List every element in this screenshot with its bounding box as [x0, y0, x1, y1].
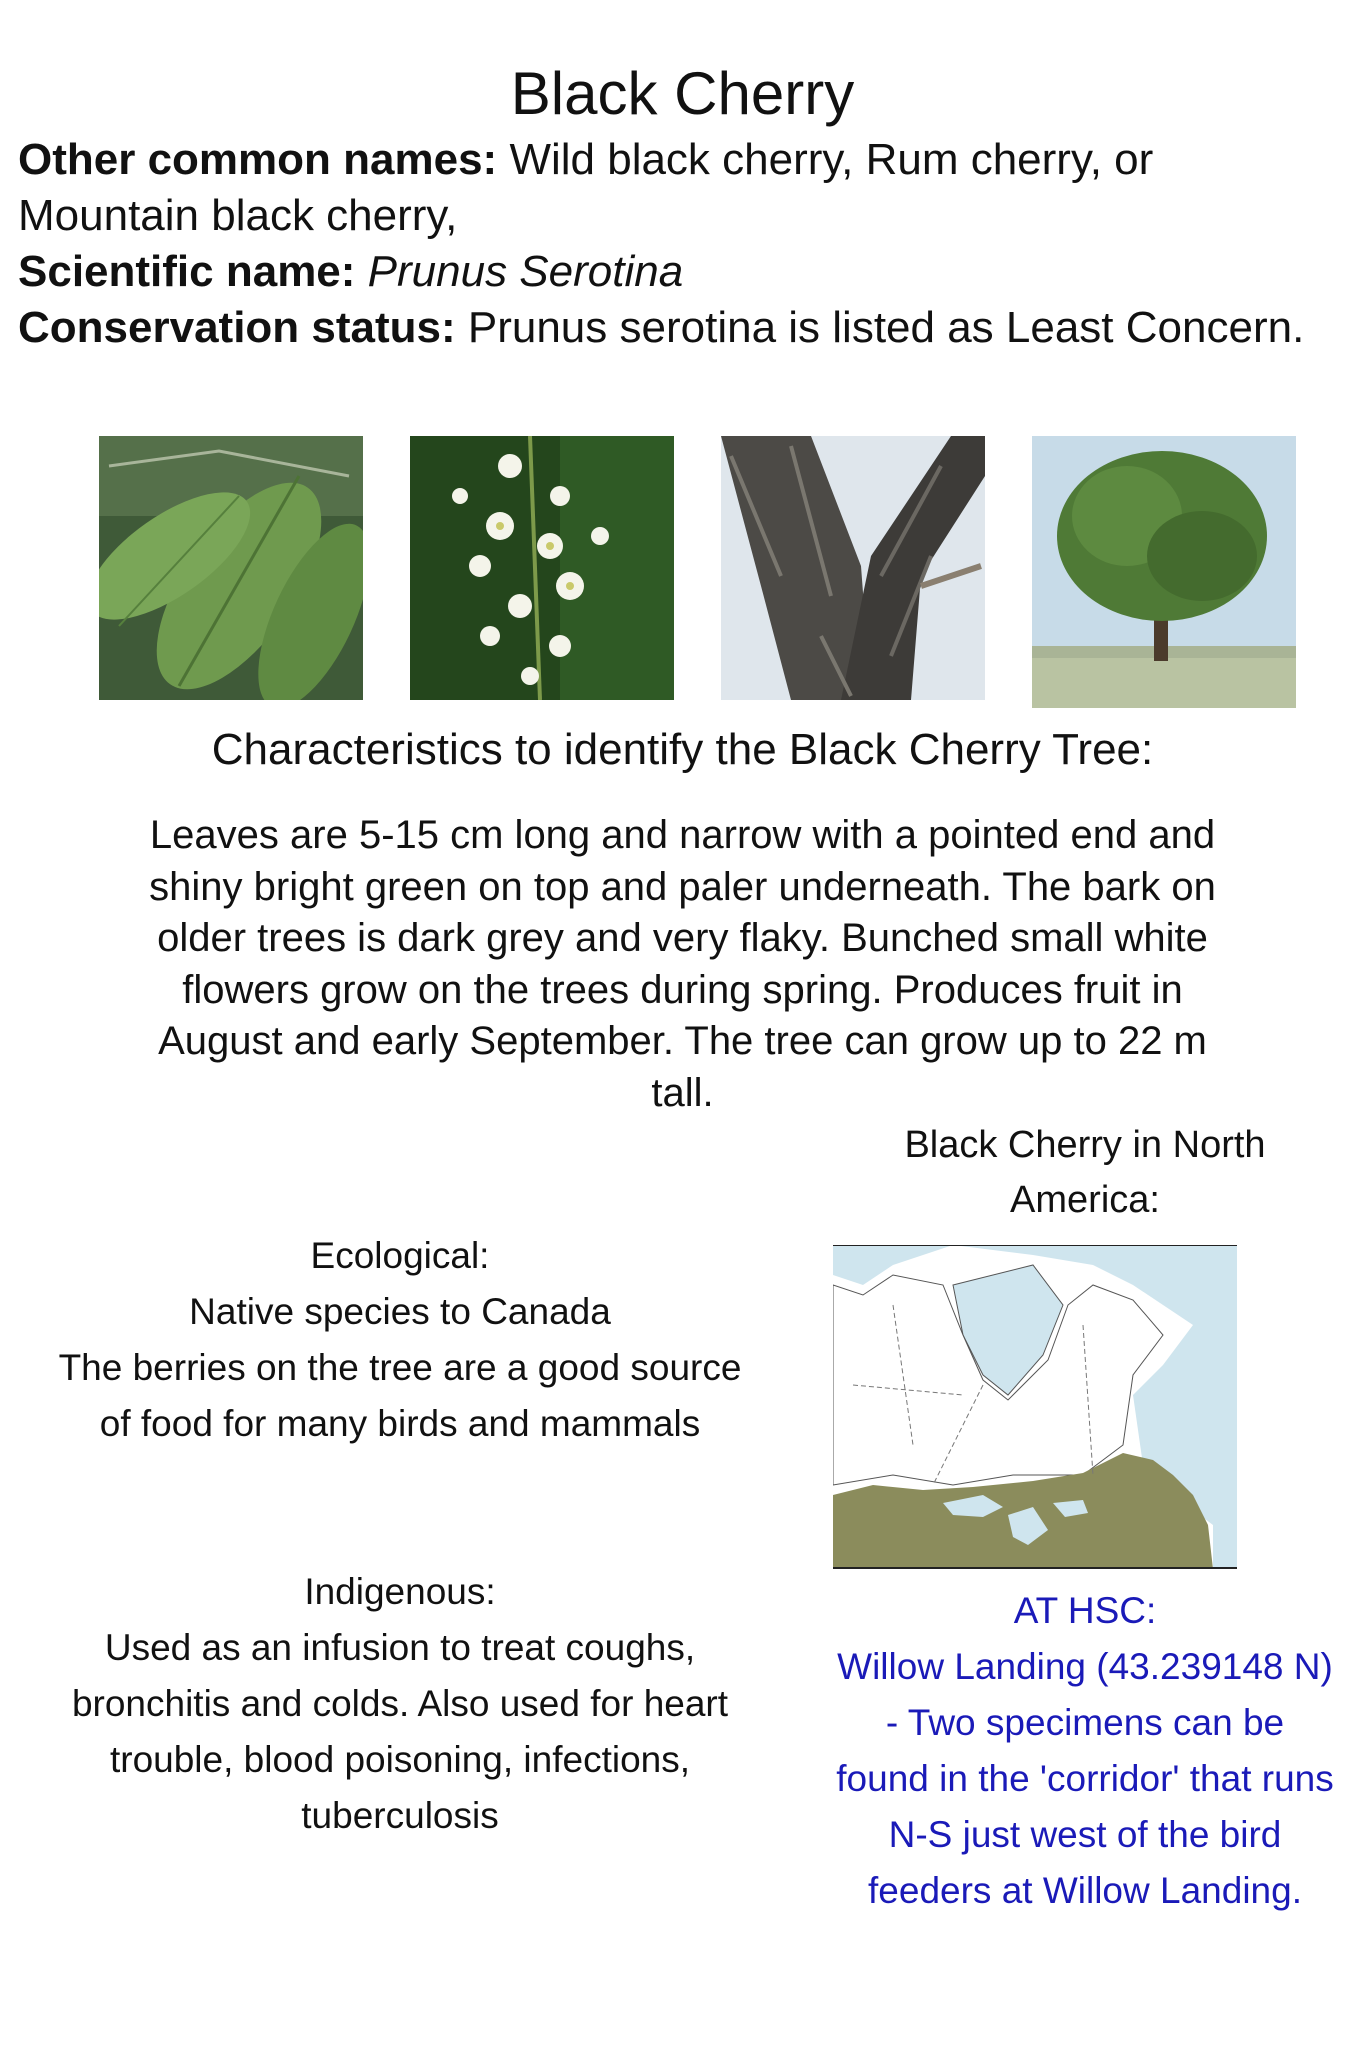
hsc-heading: AT HSC: — [1013, 1590, 1157, 1631]
tree-photo — [1032, 436, 1296, 708]
conservation-value: Prunus serotina is listed as Least Concern. — [455, 303, 1305, 352]
conservation-status — [18, 300, 1338, 356]
flowers-photo — [410, 436, 674, 700]
scientific-name-label: Scientific name: — [18, 247, 356, 296]
characteristics-heading: Characteristics to identify the Black Cherry Tree: — [211, 725, 1154, 774]
scientific-name — [18, 244, 1338, 300]
map-title: Black Cherry in North America: — [904, 1124, 1266, 1221]
characteristics-text: Leaves are 5-15 cm long and narrow with a pointed end and shiny bright green on top and paler underneath. The bark on older trees is dark grey and very flaky. Bunched small white flowers grow on the trees during spring. Produces fruit in August and early September. The tree can grow up to 22 m tall. — [149, 813, 1216, 1115]
indigenous-section — [55, 1564, 745, 1844]
other-names-label: Other common names: — [18, 135, 498, 184]
hsc-location: Willow Landing (43.239148 N) - Two specimens can be found in the 'corridor' that runs N-S just west of the bird feeders at Willow Landing. — [836, 1646, 1334, 1911]
hsc-section — [835, 1583, 1335, 1919]
other-common-names — [18, 132, 1338, 244]
scientific-name-value: Prunus Serotina — [367, 247, 684, 296]
other-names-value: Wild black cherry, Rum cherry, or Mountain black cherry, — [18, 135, 1154, 240]
bark-photo — [721, 436, 985, 700]
indigenous-uses: Used as an infusion to treat coughs, bronchitis and colds. Also used for heart trouble, blood poisoning, infections, tuberculosis — [71, 1627, 729, 1836]
conservation-label: Conservation status: — [18, 303, 456, 352]
range-map — [833, 1245, 1237, 1569]
ecological-heading: Ecological: — [310, 1235, 490, 1276]
ecological-section — [55, 1228, 745, 1452]
leaves-photo — [99, 436, 363, 700]
page-title: Black Cherry — [510, 60, 855, 127]
ecological-native: Native species to Canada — [189, 1291, 611, 1332]
indigenous-heading: Indigenous: — [304, 1571, 496, 1612]
ecological-berries: The berries on the tree are a good source of food for many birds and mammals — [58, 1347, 742, 1444]
